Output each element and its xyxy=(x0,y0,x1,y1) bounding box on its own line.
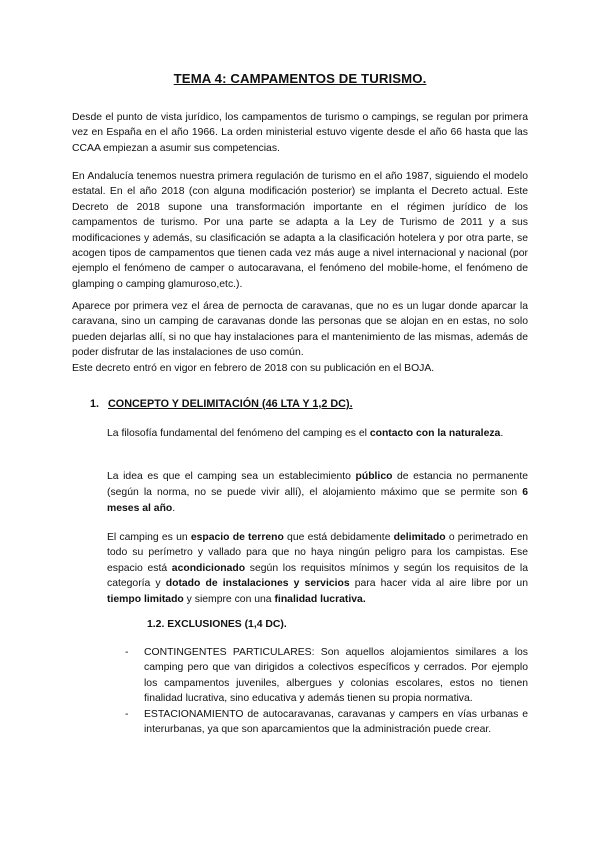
page-title: TEMA 4: CAMPAMENTOS DE TURISMO. xyxy=(173,71,427,86)
bold-6-meses: 6 meses al año xyxy=(107,487,528,514)
exclusiones-list xyxy=(125,645,528,737)
bold-publico: público xyxy=(355,471,393,482)
list-item: - CONTINGENTES PARTICULARES: Son aquellos alojamientos similares a los camping pero que van dirigidos a colectivos específicos y cerrados. Por ejemplo los campamentos juveniles, albergues y colonias escolares, estos no tienen finalidad lucrativa, sino educativa y además tienen su propia normativa. xyxy=(125,647,528,705)
section-1-paragraph-definition: El camping es un espacio de terreno que está debidamente delimitado o perimetrado en todo su perímetro y vallado para que no haya ningún peligro para los campistas. Ese espacio está acondicionado según los requisitos mínimos y según los requisitos de la categoría y dotado de instalaciones y servicios para hacer vida al aire libre por un tiempo limitado y siempre con una finalidad lucrativa. xyxy=(107,532,529,605)
bold-contacto: contacto con la naturaleza xyxy=(369,428,501,439)
section-1-number: 1. xyxy=(90,398,100,410)
section-1-heading xyxy=(90,398,353,410)
bullet-dash: - xyxy=(125,708,129,720)
area-pernocta-block xyxy=(72,299,528,376)
section-1-paragraph-philosophy: La filosofía fundamental del fenómeno del camping es el contacto con la naturaleza. xyxy=(107,428,504,439)
intro-paragraph: Desde el punto de vista jurídico, los campamentos de turismo o campings, se regulan por primera vez en España en el año 1966. La orden ministerial estuvo vigente desde el año 66 hasta que las CCAA empiezan a asumir sus competencias. xyxy=(72,112,528,154)
area-pernocta-paragraph: Aparece por primera vez el área de pernocta de caravanas, que no es un lugar donde aparcar la caravana, sino un camping de caravanas donde las personas que se alojan en en estas, no solo pueden dejarlas allí, si no que hay instalaciones para el mantenimiento de las mismas, además de poder disfrutar de las instalaciones de uso común. xyxy=(72,301,528,359)
bullet-dash: - xyxy=(125,647,129,658)
vigor-paragraph: Este decreto entró en vigor en febrero de 2018 con su publicación en el BOJA. xyxy=(72,362,435,374)
section-1-title: CONCEPTO Y DELIMITACIÓN (46 LTA Y 1,2 DC). xyxy=(108,398,353,410)
section-1-paragraph-idea: La idea es que el camping sea un establecimiento público de estancia no permanente (según la norma, no se puede vivir allí), el alojamiento máximo que se permite son 6 meses al año. xyxy=(107,471,528,514)
andalucia-paragraph: En Andalucía tenemos nuestra primera regulación de turismo en el año 1987, siguiendo el modelo estatal. En el año 2018 (con alguna modificación posterior) se implanta el Decreto actual. Este Decreto de 2018 supone una transformación importante en el régimen jurídico de los campamentos de turismo. Por una parte se adapta a la Ley de Turismo de 2011 y a sus modificaciones y además, su clasificación se adapta a la clasificación hotelera y por otra parte, se acogen tipos de campamentos que tienen cada vez más auge a nivel internacional y nacional (por ejemplo el fenómeno de camper o autocaravana, el fenómeno del mobile-home, el fenómeno de glamping o camping glamuroso,etc.). xyxy=(72,171,528,290)
list-item: - ESTACIONAMIENTO de autocaravanas, caravanas y campers en vías urbanas e interurbanas, ya que son aparcamientos que la administración puede crear. xyxy=(125,708,528,736)
subsection-exclusiones-heading: 1.2. EXCLUSIONES (1,4 DC). xyxy=(147,619,287,630)
